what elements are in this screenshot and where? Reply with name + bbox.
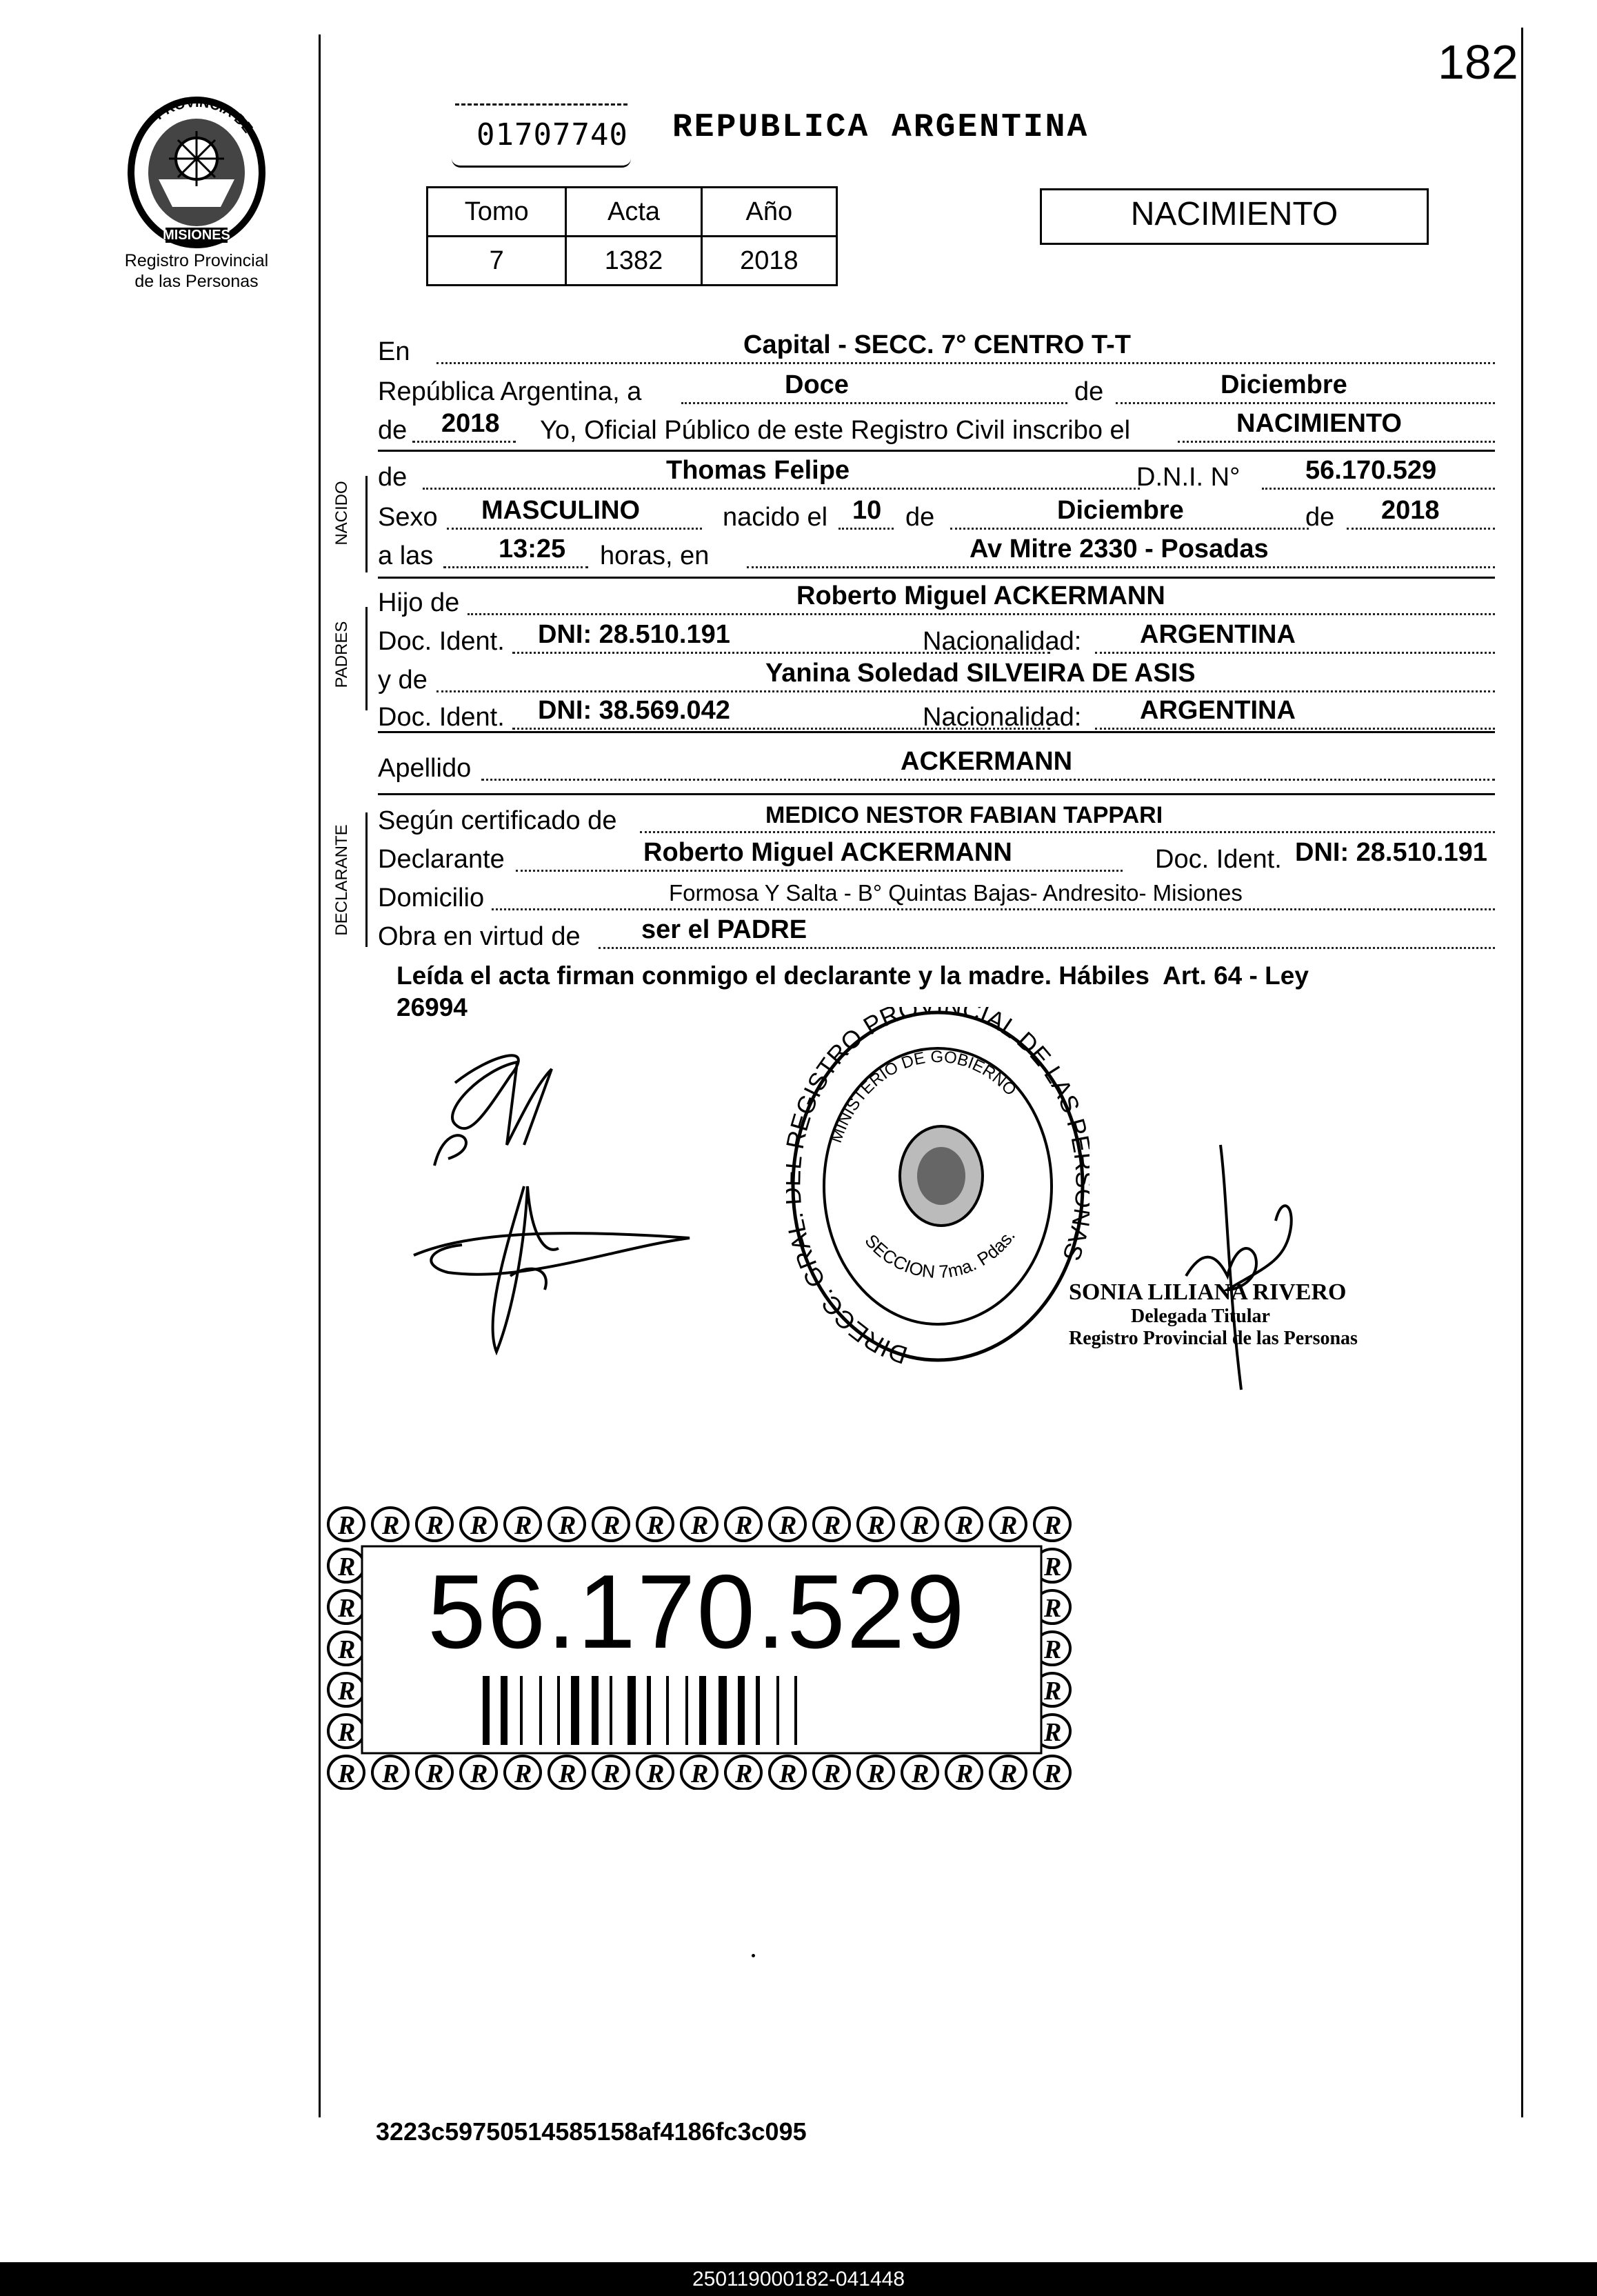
barcode <box>483 1676 931 1745</box>
mes-value: Diciembre <box>1221 370 1347 399</box>
nacido-label: nacido el <box>723 503 828 532</box>
header-acta: Acta <box>566 188 701 237</box>
nac-anio-value: 2018 <box>1381 496 1440 525</box>
row-republica <box>378 371 1495 410</box>
republica-label: República Argentina, a <box>378 377 642 406</box>
padre-nac-value: ARGENTINA <box>1140 620 1296 649</box>
row-apellido <box>378 748 1495 786</box>
official-office: Registro Provincial de las Personas <box>1069 1328 1358 1349</box>
row-nombre <box>378 457 1495 495</box>
official-stamp <box>786 1007 1089 1366</box>
section-nacido: NACIDO <box>332 481 351 546</box>
en-label: En <box>378 337 410 366</box>
scan-dot <box>752 1954 755 1957</box>
logo-caption-line1: Registro Provincial <box>124 251 269 270</box>
stamp-inner-bottom-text: SECCION 7ma. Pdas. <box>861 1226 1019 1282</box>
madre-doc-label: Doc. Ident. <box>378 703 505 732</box>
label-number: 56.170.529 <box>428 1553 966 1670</box>
declarante-label: Declarante <box>378 845 505 874</box>
row-madre <box>378 659 1495 698</box>
decl-doc-value: DNI: 28.510.191 <box>1295 838 1487 867</box>
certificado-value: MEDICO NESTOR FABIAN TAPPARI <box>765 802 1163 828</box>
horas-label: horas, en <box>600 541 710 570</box>
barcode-bar <box>776 1676 779 1745</box>
madre-nac-value: ARGENTINA <box>1140 696 1296 725</box>
nacido-bracket <box>365 476 368 572</box>
barcode-bar <box>685 1676 688 1745</box>
madre-nac-label: Nacionalidad: <box>923 703 1082 732</box>
seal-top-text: PROVINCIA DE <box>152 94 256 137</box>
row-madre-doc <box>378 697 1495 735</box>
value-anio: 2018 <box>701 237 836 286</box>
apellido-value: ACKERMANN <box>901 747 1073 776</box>
official-block <box>1069 1279 1414 1350</box>
decl-doc-label: Doc. Ident. <box>1155 845 1282 874</box>
section-padres: PADRES <box>332 621 351 688</box>
de-label: de <box>1074 377 1104 406</box>
de-anio-label: de <box>378 416 408 445</box>
seal-bottom-text: MISIONES <box>163 228 230 243</box>
barcode-bar <box>483 1676 490 1745</box>
hijo-label: Hijo de <box>378 588 460 617</box>
barcode-bar <box>738 1676 745 1745</box>
madre-value: Yanina Soledad SILVEIRA DE ASIS <box>765 659 1196 688</box>
inscribo-value: NACIMIENTO <box>1236 409 1402 438</box>
separator-1 <box>378 450 1495 452</box>
dni-label: D.N.I. N° <box>1136 463 1241 492</box>
barcode-bar <box>571 1676 579 1745</box>
document-hash: 3223c59750514585158af4186fc3c095 <box>376 2117 807 2146</box>
barcode-bar <box>719 1676 727 1745</box>
serial-number: 01707740 <box>476 117 628 152</box>
volume-table-header <box>428 188 837 237</box>
record-type-box: NACIMIENTO <box>1040 188 1429 245</box>
row-certificado <box>378 800 1495 839</box>
barcode-bar <box>610 1676 612 1745</box>
stamp-inner-top-text: MINISTERIO DE GOBIERNO <box>826 1047 1021 1146</box>
yde-label: y de <box>378 666 428 695</box>
barcode-bar <box>592 1676 599 1745</box>
logo-caption <box>114 250 279 292</box>
declarante-value: Roberto Miguel ACKERMANN <box>643 838 1012 867</box>
footer-code: 250119000182-041448 <box>0 2262 1597 2296</box>
value-tomo: 7 <box>428 237 566 286</box>
en-value: Capital - SECC. 7° CENTRO T-T <box>743 330 1132 359</box>
logo-caption-line2: de las Personas <box>134 272 259 291</box>
sexo-label: Sexo <box>378 503 438 532</box>
nombre-value: Thomas Felipe <box>666 456 850 485</box>
volume-table-values <box>428 237 837 286</box>
barcode-bar <box>794 1676 797 1745</box>
barcode-bar <box>666 1676 669 1745</box>
barcode-bar <box>699 1676 706 1745</box>
barcode-bar <box>520 1676 523 1745</box>
dia-value: Doce <box>785 370 849 399</box>
hora-value: 13:25 <box>499 535 566 563</box>
official-title: Delegada Titular <box>1131 1306 1270 1327</box>
row-hora <box>378 535 1495 574</box>
separator-3 <box>378 731 1495 733</box>
page-number: 182 <box>1438 35 1518 89</box>
header-anio: Año <box>701 188 836 237</box>
id-label <box>324 1504 1072 1790</box>
svg-text:SECCION 7ma. Pdas. <box>861 1226 1019 1282</box>
domicilio-value: Formosa Y Salta - B° Quintas Bajas- Andresito- Misiones <box>669 880 1243 906</box>
serial-number-box <box>452 103 634 172</box>
row-domicilio <box>378 877 1495 916</box>
volume-table <box>426 186 838 286</box>
closing-line-1: Leída el acta firman conmigo el declarante y la madre. Hábiles Art. 64 - Ley <box>396 961 1309 990</box>
dni-value: 56.170.529 <box>1305 456 1437 485</box>
padre-doc-label: Doc. Ident. <box>378 627 505 656</box>
padre-doc-value: DNI: 28.510.191 <box>538 620 730 649</box>
closing-line-2: 26994 <box>396 993 468 1021</box>
nac-mes-value: Diciembre <box>1057 496 1184 525</box>
madre-doc-value: DNI: 38.569.042 <box>538 696 730 725</box>
official-name: SONIA LILIANA RIVERO <box>1069 1279 1347 1305</box>
lugar-value: Av Mitre 2330 - Posadas <box>970 535 1269 563</box>
nac-dia-value: 10 <box>852 496 882 525</box>
registro-seal-logo <box>117 90 276 248</box>
right-margin-line <box>1521 28 1523 2117</box>
obra-value: ser el PADRE <box>641 915 807 944</box>
apellido-label: Apellido <box>378 754 472 783</box>
left-margin-line <box>319 34 321 2117</box>
document-title: REPUBLICA ARGENTINA <box>672 109 1089 146</box>
barcode-bar <box>647 1676 651 1745</box>
row-anio <box>378 410 1495 448</box>
signature-declarante <box>407 1028 703 1386</box>
section-declarante: DECLARANTE <box>332 824 351 936</box>
obra-label: Obra en virtud de <box>378 922 581 951</box>
anio-value: 2018 <box>441 409 500 438</box>
row-obra <box>378 916 1495 955</box>
barcode-bar <box>501 1676 508 1745</box>
barcode-bar <box>557 1676 560 1745</box>
padres-bracket <box>365 607 368 710</box>
padre-nac-label: Nacionalidad: <box>923 627 1082 656</box>
row-sexo <box>378 497 1495 535</box>
de-label-3: de <box>905 503 935 532</box>
row-padre-doc <box>378 621 1495 659</box>
barcode-bar <box>539 1676 542 1745</box>
de-label-4: de <box>1305 503 1335 532</box>
row-declarante <box>378 839 1495 877</box>
certificado-label: Según certificado de <box>378 806 617 835</box>
barcode-bar <box>627 1676 636 1745</box>
signature-official <box>1179 1138 1317 1393</box>
separator-2 <box>378 577 1495 579</box>
padre-value: Roberto Miguel ACKERMANN <box>796 581 1165 610</box>
sexo-value: MASCULINO <box>481 496 641 525</box>
de-label-2: de <box>378 463 408 492</box>
separator-4 <box>378 793 1495 795</box>
domicilio-label: Domicilio <box>378 884 485 912</box>
declarante-bracket <box>365 812 368 947</box>
row-en <box>378 331 1495 370</box>
alas-label: a las <box>378 541 434 570</box>
oficial-text: Yo, Oficial Público de este Registro Civil inscribo el <box>540 416 1131 445</box>
stamp-outer-text: DIRECC. GRA EGISTRO PRO CIAL DE LAS S <box>786 1007 1089 1366</box>
value-acta: 1382 <box>566 237 701 286</box>
row-padre <box>378 582 1495 621</box>
barcode-bar <box>756 1676 760 1745</box>
header-tomo: Tomo <box>428 188 566 237</box>
